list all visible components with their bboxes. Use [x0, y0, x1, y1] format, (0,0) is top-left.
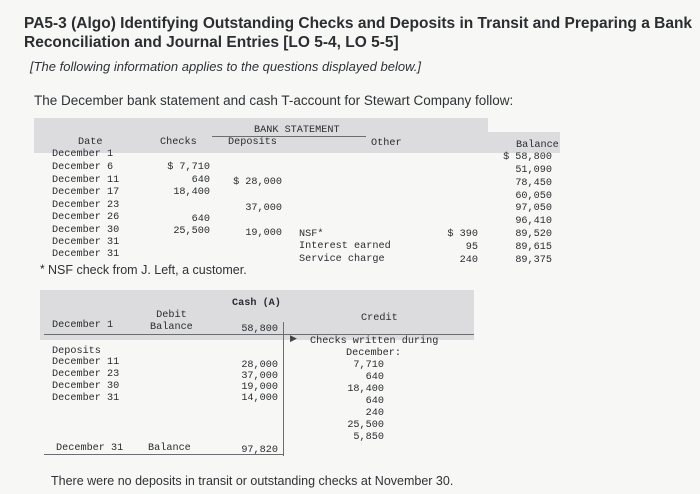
deposit-amount: 28,000	[241, 360, 278, 371]
bank-row-balance: 51,090	[515, 165, 552, 176]
check-amount: 18,400	[347, 384, 384, 395]
deposit-date: December 11	[52, 357, 120, 368]
credit-heading-line-2: December:	[346, 348, 402, 359]
bank-row-balance: 97,050	[515, 203, 552, 214]
bank-row-other-label: NSF*	[299, 229, 324, 240]
opening-date: December 1	[52, 320, 114, 331]
bank-row-other-label: Interest earned	[299, 241, 391, 252]
credit-header: Credit	[361, 313, 398, 324]
check-amount: 5,850	[353, 432, 384, 443]
deposit-amount: 14,000	[241, 393, 278, 404]
bank-row-other-amount: 95	[465, 242, 478, 253]
bank-row-date: December 23	[52, 200, 120, 211]
bank-row-other-amount: 240	[459, 255, 478, 266]
col-other: Other	[371, 138, 402, 149]
check-amount: 25,500	[347, 420, 384, 431]
bank-row-checks: 640	[191, 175, 210, 186]
bank-row-balance: 89,615	[515, 242, 552, 253]
arrow-marker-icon: ▶	[290, 333, 297, 343]
bank-row-balance: 89,520	[515, 229, 552, 240]
bank-row-balance: 78,450	[515, 178, 552, 189]
col-date: Date	[78, 137, 103, 148]
bank-row-date: December 17	[52, 187, 120, 198]
t-account-center-rule	[283, 322, 284, 456]
bank-row-deposits: $ 28,000	[233, 177, 282, 188]
bank-row-date: December 30	[52, 225, 120, 236]
bank-row-balance: 96,410	[515, 216, 552, 227]
bank-row-checks: $ 7,710	[167, 162, 210, 173]
bank-row-deposits: 19,000	[245, 228, 282, 239]
closing-amount: 97,820	[241, 445, 278, 456]
bank-row-checks: 640	[191, 214, 210, 225]
col-deposits: Deposits	[228, 137, 277, 148]
bank-statement-title: BANK STATEMENT	[254, 125, 340, 136]
footer-note: There were no deposits in transit or outstanding checks at November 30.	[51, 474, 454, 488]
title-line-1: PA5-3 (Algo) Identifying Outstanding Checks and Deposits in Transit and Preparing a Bank	[24, 15, 693, 32]
bank-row-date: December 31	[52, 249, 120, 260]
check-amount: 240	[365, 408, 384, 419]
bank-row-other-label: Service charge	[299, 254, 385, 265]
check-amount: 640	[365, 396, 384, 407]
t-account-title: Cash (A)	[232, 298, 281, 309]
col-checks: Checks	[160, 137, 197, 148]
check-amount: 640	[365, 372, 384, 383]
bank-row-balance: $ 58,800	[503, 152, 552, 163]
bank-row-date: December 6	[52, 162, 114, 173]
deposit-amount: 37,000	[241, 371, 278, 382]
deposit-amount: 19,000	[241, 382, 278, 393]
bank-row-checks: 18,400	[173, 187, 210, 198]
deposit-date: December 31	[52, 393, 120, 404]
debit-header: Debit Balance	[150, 310, 193, 333]
deposit-date: December 30	[52, 381, 120, 392]
check-amount: 7,710	[353, 360, 384, 371]
closing-date: December 31	[56, 443, 124, 454]
credit-heading-line-1: Checks written during	[310, 336, 439, 347]
bank-row-balance: 89,375	[515, 255, 552, 266]
lead-text: The December bank statement and cash T-account for Stewart Company follow:	[34, 93, 514, 108]
bank-row-other-amount: $ 390	[447, 229, 478, 240]
intro-text: [The following information applies to the questions displayed below.]	[30, 59, 421, 74]
bank-row-date: December 1	[52, 149, 114, 160]
opening-amount: 58,800	[241, 324, 278, 335]
bank-row-deposits: 37,000	[245, 203, 282, 214]
footnote: NSF check from J. Left, a customer.	[48, 263, 247, 277]
deposits-label: Deposits	[52, 346, 101, 357]
title-line-2: Reconciliation and Journal Entries [LO 5-4, LO 5-5]	[24, 34, 399, 51]
col-balance: Balance	[516, 140, 559, 151]
bank-row-date: December 26	[52, 212, 120, 223]
bank-row-checks: 25,500	[173, 226, 210, 237]
bank-row-date: December 31	[52, 237, 120, 248]
page-title	[24, 14, 692, 52]
deposit-date: December 23	[52, 369, 120, 380]
closing-label: Balance	[148, 443, 191, 454]
footnote-mark: *	[40, 262, 45, 276]
bank-row-balance: 60,050	[515, 191, 552, 202]
bank-row-date: December 11	[52, 175, 120, 186]
